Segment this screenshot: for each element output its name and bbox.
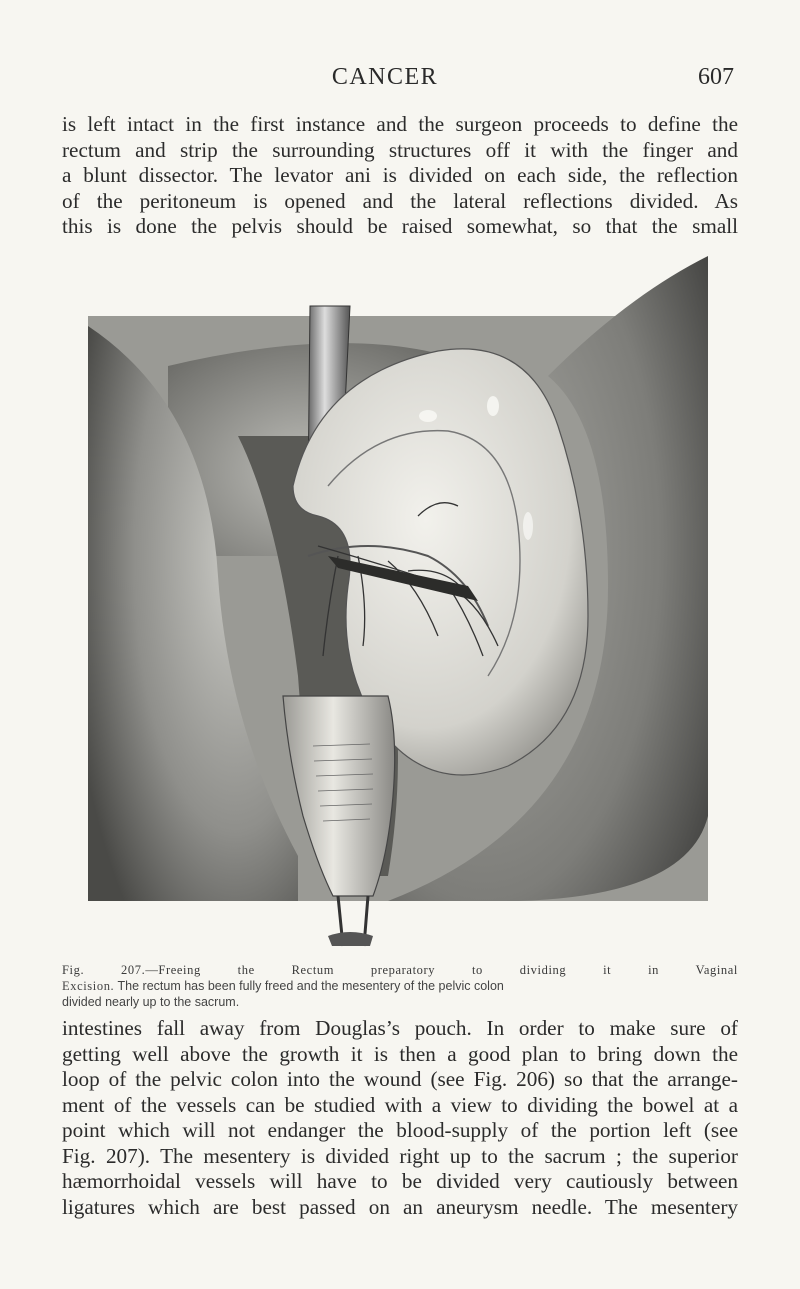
- text-line: point which will not endanger the blood-supply of the portion left (see: [62, 1118, 738, 1142]
- caption-body-line-2: divided nearly up to the sacrum.: [62, 995, 240, 1009]
- text-line: loop of the pelvic colon into the wound (see Fig. 206) so that the arrange-: [62, 1067, 738, 1091]
- caption-description: The rectum has been fully freed and the mesentery of the pelvic colon: [114, 979, 504, 993]
- text-line: getting well above the growth it is then a good plan to bring down the: [62, 1041, 738, 1066]
- anatomical-illustration: [88, 256, 708, 956]
- caption-title-continued: Excision.: [62, 979, 115, 993]
- illustration-drawing: [88, 256, 708, 956]
- running-head: [0, 62, 800, 96]
- text-line: intestines fall away from Douglas’s pouch. In order to make sure of: [62, 1016, 738, 1040]
- running-title: CANCER: [331, 64, 439, 90]
- paragraph-bottom: [62, 1016, 738, 1220]
- text-line: rectum and strip the surrounding structures off it with the finger and: [62, 137, 738, 162]
- text-line: ment of the vessels can be studied with a view to dividing the bowel at a: [62, 1092, 738, 1117]
- text-line: Fig. 207). The mesentery is divided right up to the sacrum ; the superior: [62, 1143, 738, 1168]
- paragraph-top: [62, 112, 738, 240]
- text-line: ligatures which are best passed on an aneurysm needle. The mesentery: [62, 1194, 738, 1219]
- text-line: is left intact in the first instance and the surgeon proceeds to define the: [62, 112, 738, 136]
- caption-body-line-1: [62, 978, 738, 994]
- text-line: this is done the pelvis should be raised somewhat, so that the small: [62, 214, 738, 238]
- figure-caption: [62, 962, 738, 1010]
- text-line: of the peritoneum is opened and the lateral reflections divided. As: [62, 188, 738, 213]
- text-line: hæmorrhoidal vessels will have to be divided very cautiously between: [62, 1169, 738, 1193]
- text-line: a blunt dissector. The levator ani is divided on each side, the reflection: [62, 163, 738, 187]
- page-number: 607: [698, 64, 734, 90]
- caption-title: Fig. 207.—Freeing the Rectum preparatory to dividing it in Vaginal: [62, 963, 738, 977]
